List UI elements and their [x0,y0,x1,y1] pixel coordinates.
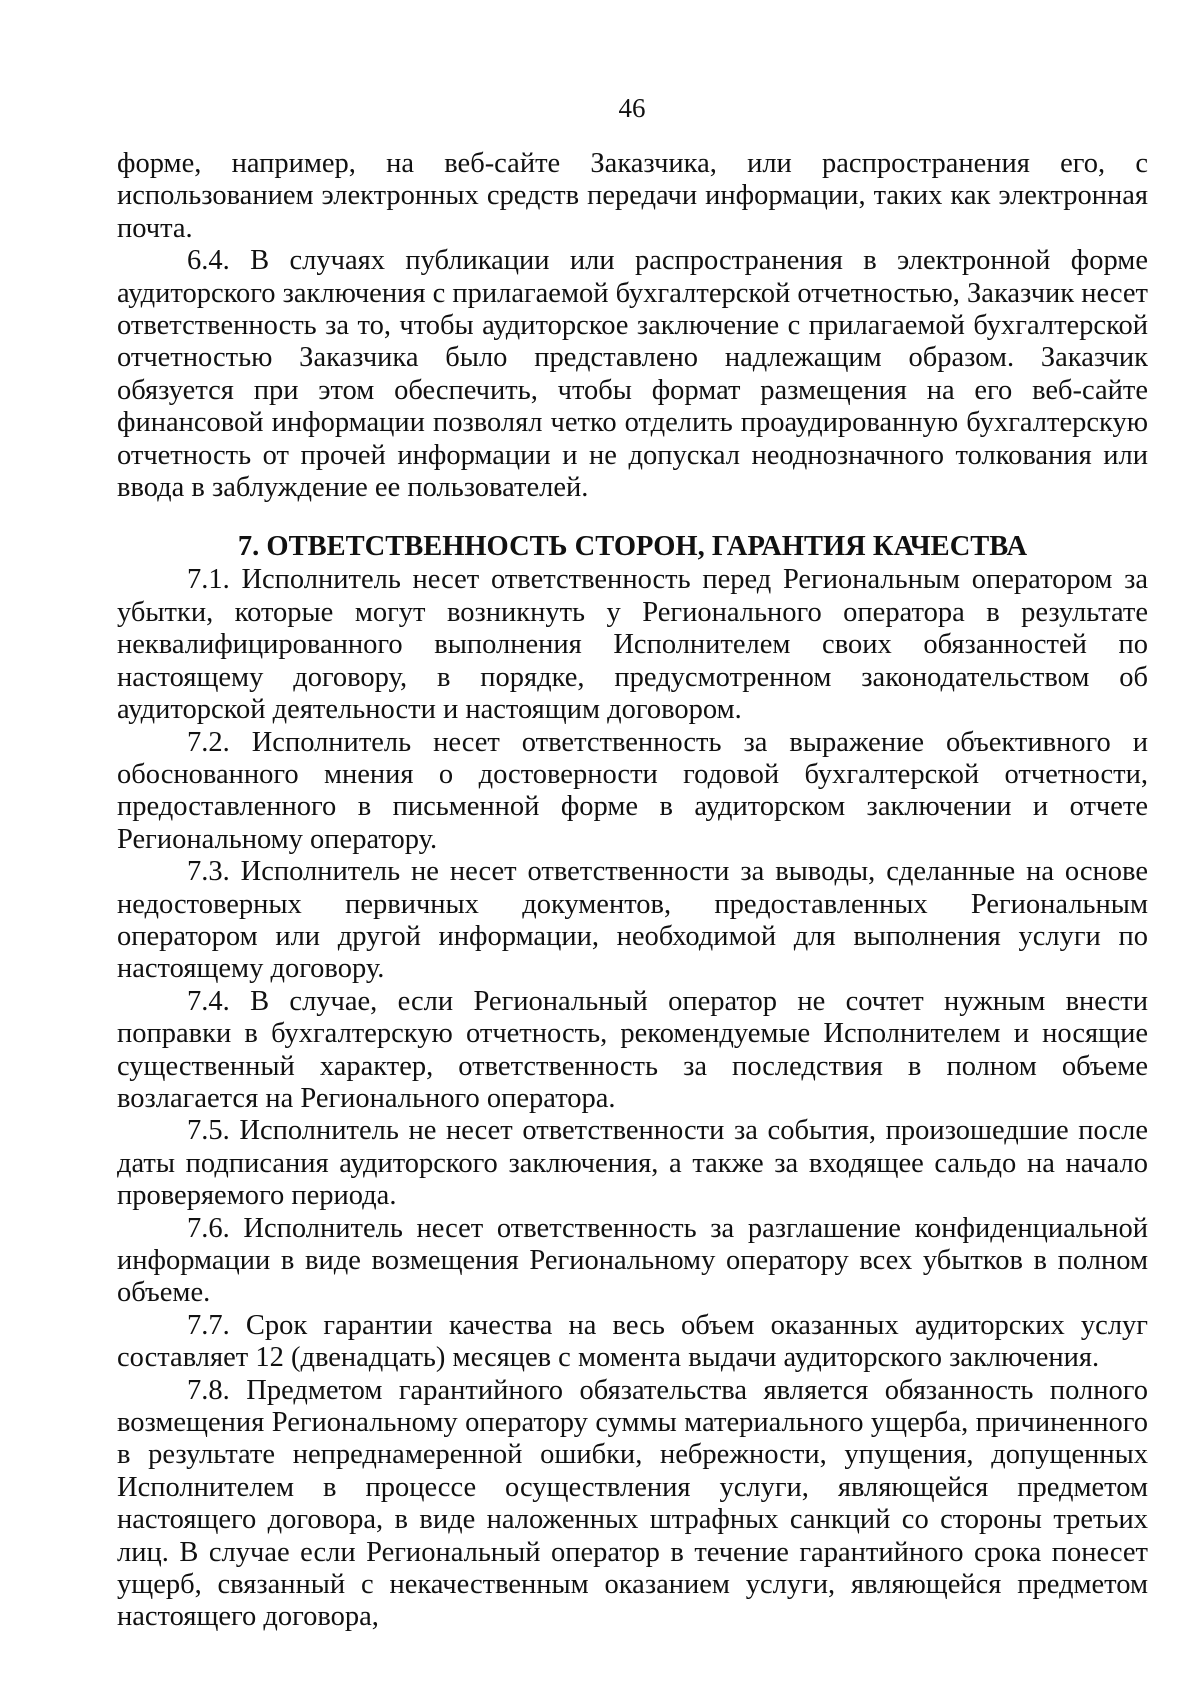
clause-7-7: 7.7. Срок гарантии качества на весь объем оказанных аудиторских услуг составляет 12 (двенадцать) месяцев с момента выдачи аудиторского заключения. [117,1309,1148,1374]
clause-7-2: 7.2. Исполнитель несет ответственность за выражение объективного и обоснованного мнения о достоверности годовой бухгалтерской отчетности, предоставленного в письменной форме в аудиторском заключении и отчете Региональному оператору. [117,726,1148,855]
clause-6-4: 6.4. В случаях публикации или распространения в электронной форме аудиторского заключения с прилагаемой бухгалтерской отчетностью, Заказчик несет ответственность за то, чтобы аудиторское заключение с прилагаемой бухгалтерской отчетностью Заказчика было представлено надлежащим образом. Заказчик обязуется при этом обеспечить, чтобы формат размещения на его веб-сайте финансовой информации позволял четко отделить проаудированную бухгалтерскую отчетность от прочей информации и не допускал неоднозначного толкования или ввода в заблуждение ее пользователей. [117,245,1148,504]
clause-7-4: 7.4. В случае, если Региональный оператор не сочтет нужным внести поправки в бухгалтерскую отчетность, рекомендуемые Исполнителем и носящие существенный характер, ответственность за последствия в полном объеме возлагается на Регионального оператора. [117,985,1148,1114]
clause-7-6: 7.6. Исполнитель несет ответственность за разглашение конфиденциальной информации в виде возмещения Региональному оператору всех убытков в полном объеме. [117,1212,1148,1309]
clause-7-5: 7.5. Исполнитель не несет ответственности за события, произошедшие после даты подписания аудиторского заключения, а также за входящее сальдо на начало проверяемого периода. [117,1115,1148,1212]
continuation-paragraph: форме, например, на веб-сайте Заказчика, или распространения его, с использованием электронных средств передачи информации, таких как электронная почта. [117,148,1148,244]
clause-7-3: 7.3. Исполнитель не несет ответственности за выводы, сделанные на основе недостоверных первичных документов, предоставленных Региональным оператором или другой информации, необходимой для выполнения услуги по настоящему договору. [117,856,1148,985]
clause-7-1: 7.1. Исполнитель несет ответственность перед Региональным оператором за убытки, которые могут возникнуть у Регионального оператора в результате неквалифицированного выполнения Исполнителем своих обязанностей по настоящему договору, в порядке, предусмотренном законодательством об аудиторской деятельности и настоящим договором. [117,564,1148,726]
clause-7-8: 7.8. Предметом гарантийного обязательства является обязанность полного возмещения Региональному оператору суммы материального ущерба, причиненного в результате непреднамеренной ошибки, небрежности, упущения, допущенных Исполнителем в процессе осуществления услуги, являющейся предметом настоящего договора, в виде наложенных штрафных санкций со стороны третьих лиц. В случае если Региональный оператор в течение гарантийного срока понесет ущерб, связанный с некачественным оказанием услуги, являющейся предметом настоящего договора, [117,1374,1148,1633]
page-content [117,148,1148,1634]
section-7-heading: 7. ОТВЕТСТВЕННОСТЬ СТОРОН, ГАРАНТИЯ КАЧЕСТВА [237,531,1028,563]
page-number: 46 [618,93,646,123]
